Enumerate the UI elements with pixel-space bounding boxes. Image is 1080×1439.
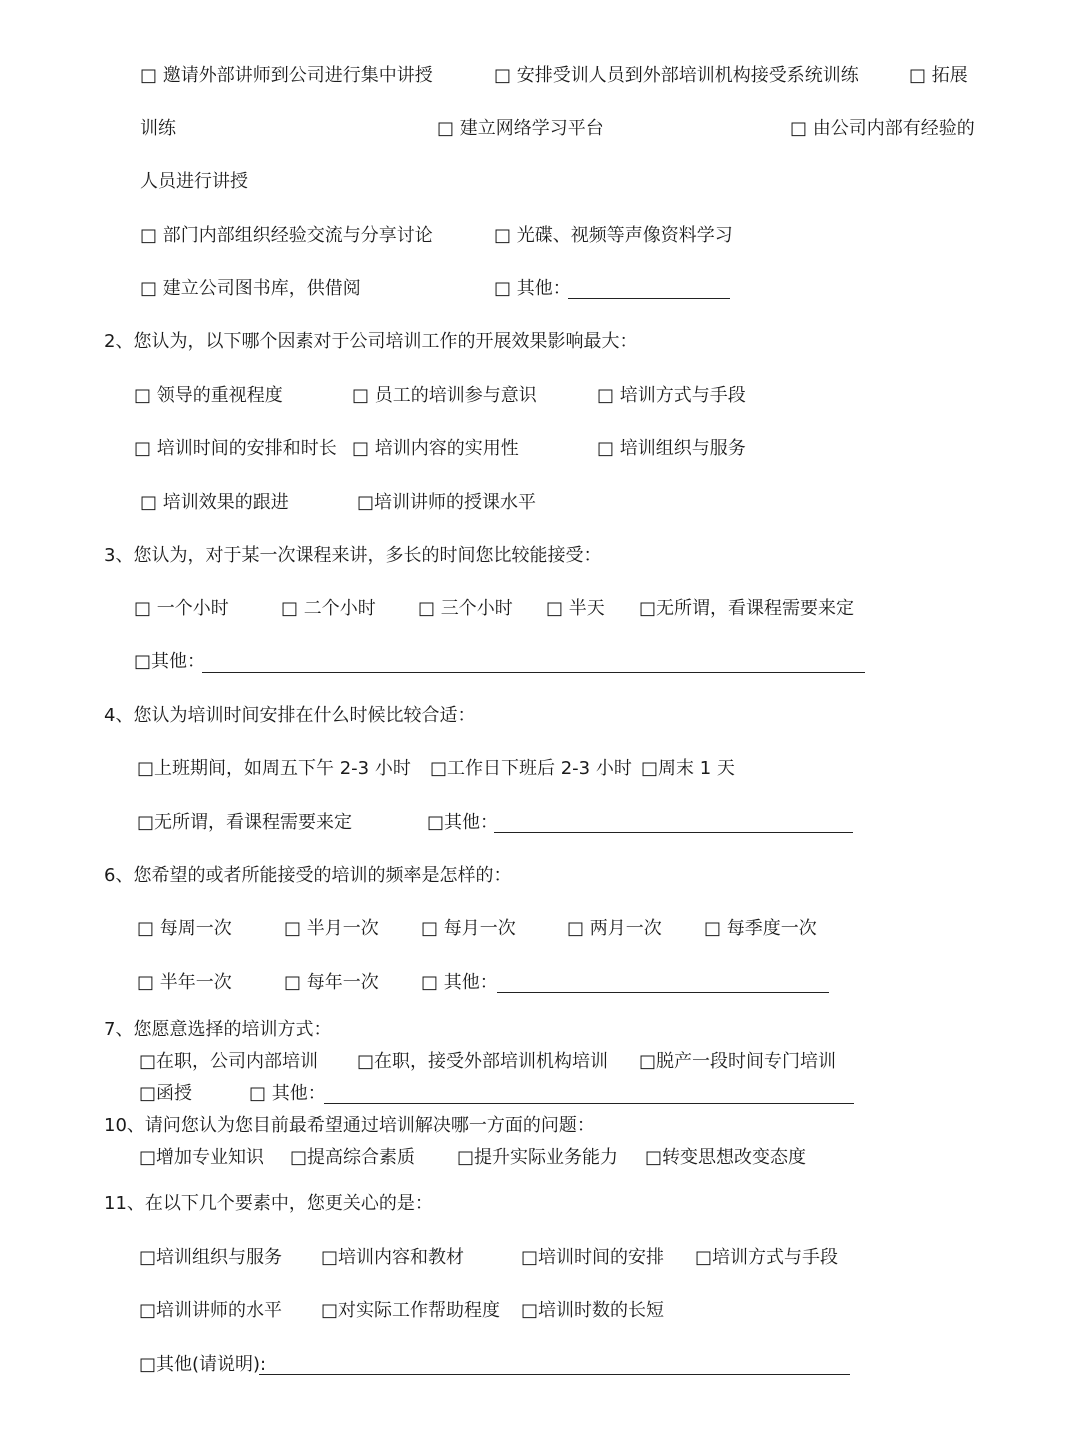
q10-option-3[interactable]: □提升实际业务能力 xyxy=(457,1147,619,1168)
q6-option-other[interactable]: □ 其他： xyxy=(421,972,498,993)
q4-option-other[interactable]: □其他： xyxy=(427,812,499,833)
q3-option-other[interactable]: □其他： xyxy=(134,651,206,672)
q7-option-other[interactable]: □ 其他： xyxy=(249,1083,326,1104)
q6-option-3[interactable]: □ 每月一次 xyxy=(421,918,516,939)
q11-other-blank-line[interactable] xyxy=(259,1374,850,1375)
q4-other-blank-line[interactable] xyxy=(494,832,853,833)
q2-option-5[interactable]: □ 培训内容的实用性 xyxy=(352,438,519,459)
q3-option-4[interactable]: □ 半天 xyxy=(546,598,605,619)
option-online-platform[interactable]: □ 建立网络学习平台 xyxy=(437,118,604,139)
q11-option-other[interactable]: □其他(请说明): xyxy=(139,1354,267,1375)
q11-option-4[interactable]: □培训方式与手段 xyxy=(695,1247,839,1268)
q10-option-2[interactable]: □提高综合素质 xyxy=(290,1147,416,1168)
option-external-lecturer[interactable]: □ 邀请外部讲师到公司进行集中讲授 xyxy=(140,65,433,86)
question-10-title: 10、请问您认为您目前最希望通过培训解决哪一方面的问题： xyxy=(104,1115,595,1136)
q7-other-blank-line[interactable] xyxy=(324,1103,854,1104)
option-external-institution[interactable]: □ 安排受训人员到外部培训机构接受系统训练 xyxy=(494,65,859,86)
q3-option-5[interactable]: □无所谓，看课程需要来定 xyxy=(639,598,855,619)
option-dept-exchange[interactable]: □ 部门内部组织经验交流与分享讨论 xyxy=(140,225,433,246)
q3-option-3[interactable]: □ 三个小时 xyxy=(418,598,513,619)
q2-option-3[interactable]: □ 培训方式与手段 xyxy=(597,385,746,406)
question-6-title: 6、您希望的或者所能接受的培训的频率是怎样的： xyxy=(104,865,512,886)
q11-option-2[interactable]: □培训内容和教材 xyxy=(321,1247,465,1268)
q2-option-1[interactable]: □ 领导的重视程度 xyxy=(134,385,283,406)
option-other[interactable]: □ 其他： xyxy=(494,278,571,299)
q11-option-1[interactable]: □培训组织与服务 xyxy=(139,1247,283,1268)
option-library[interactable]: □ 建立公司图书库，供借阅 xyxy=(140,278,361,299)
q6-option-4[interactable]: □ 两月一次 xyxy=(567,918,662,939)
q6-option-5[interactable]: □ 每季度一次 xyxy=(704,918,817,939)
q6-other-blank-line[interactable] xyxy=(497,992,829,993)
question-2-title: 2、您认为，以下哪个因素对于公司培训工作的开展效果影响最大： xyxy=(104,331,638,352)
q4-option-4[interactable]: □无所谓，看课程需要来定 xyxy=(137,812,353,833)
q2-option-4[interactable]: □ 培训时间的安排和时长 xyxy=(134,438,337,459)
q10-option-4[interactable]: □转变思想改变态度 xyxy=(645,1147,807,1168)
question-11-title: 11、在以下几个要素中，您更关心的是： xyxy=(104,1193,433,1214)
q6-option-6[interactable]: □ 半年一次 xyxy=(137,972,232,993)
q4-option-1[interactable]: □上班期间，如周五下午 2-3 小时 xyxy=(137,758,411,779)
option-internal-experienced-cont: 人员进行讲授 xyxy=(140,171,248,192)
option-outdoor-training[interactable]: □ 拓展 xyxy=(909,65,968,86)
q6-option-7[interactable]: □ 每年一次 xyxy=(284,972,379,993)
option-av-materials[interactable]: □ 光碟、视频等声像资料学习 xyxy=(494,225,733,246)
q2-option-6[interactable]: □ 培训组织与服务 xyxy=(597,438,746,459)
q7-option-4[interactable]: □函授 xyxy=(139,1083,193,1104)
q3-other-blank-line[interactable] xyxy=(202,672,865,673)
q4-option-2[interactable]: □工作日下班后 2-3 小时 xyxy=(430,758,632,779)
q3-option-1[interactable]: □ 一个小时 xyxy=(134,598,229,619)
q10-option-1[interactable]: □增加专业知识 xyxy=(139,1147,265,1168)
q11-option-7[interactable]: □培训时数的长短 xyxy=(521,1300,665,1321)
q2-option-7[interactable]: □ 培训效果的跟进 xyxy=(140,492,289,513)
q4-option-3[interactable]: □周末 1 天 xyxy=(641,758,735,779)
q11-option-6[interactable]: □对实际工作帮助程度 xyxy=(321,1300,501,1321)
q6-option-1[interactable]: □ 每周一次 xyxy=(137,918,232,939)
option-internal-experienced[interactable]: □ 由公司内部有经验的 xyxy=(790,118,975,139)
q2-option-8[interactable]: □培训讲师的授课水平 xyxy=(357,492,537,513)
q11-option-5[interactable]: □培训讲师的水平 xyxy=(139,1300,283,1321)
q2-option-2[interactable]: □ 员工的培训参与意识 xyxy=(352,385,537,406)
q11-option-3[interactable]: □培训时间的安排 xyxy=(521,1247,665,1268)
option-outdoor-training-cont: 训练 xyxy=(140,118,176,139)
q3-option-2[interactable]: □ 二个小时 xyxy=(281,598,376,619)
q7-option-1[interactable]: □在职，公司内部培训 xyxy=(139,1051,319,1072)
question-4-title: 4、您认为培训时间安排在什么时候比较合适： xyxy=(104,705,476,726)
q7-option-2[interactable]: □在职，接受外部培训机构培训 xyxy=(357,1051,609,1072)
other-blank-line[interactable] xyxy=(568,298,730,299)
question-3-title: 3、您认为，对于某一次课程来讲，多长的时间您比较能接受： xyxy=(104,545,602,566)
q6-option-2[interactable]: □ 半月一次 xyxy=(284,918,379,939)
question-7-title: 7、您愿意选择的培训方式： xyxy=(104,1019,332,1040)
q7-option-3[interactable]: □脱产一段时间专门培训 xyxy=(639,1051,837,1072)
